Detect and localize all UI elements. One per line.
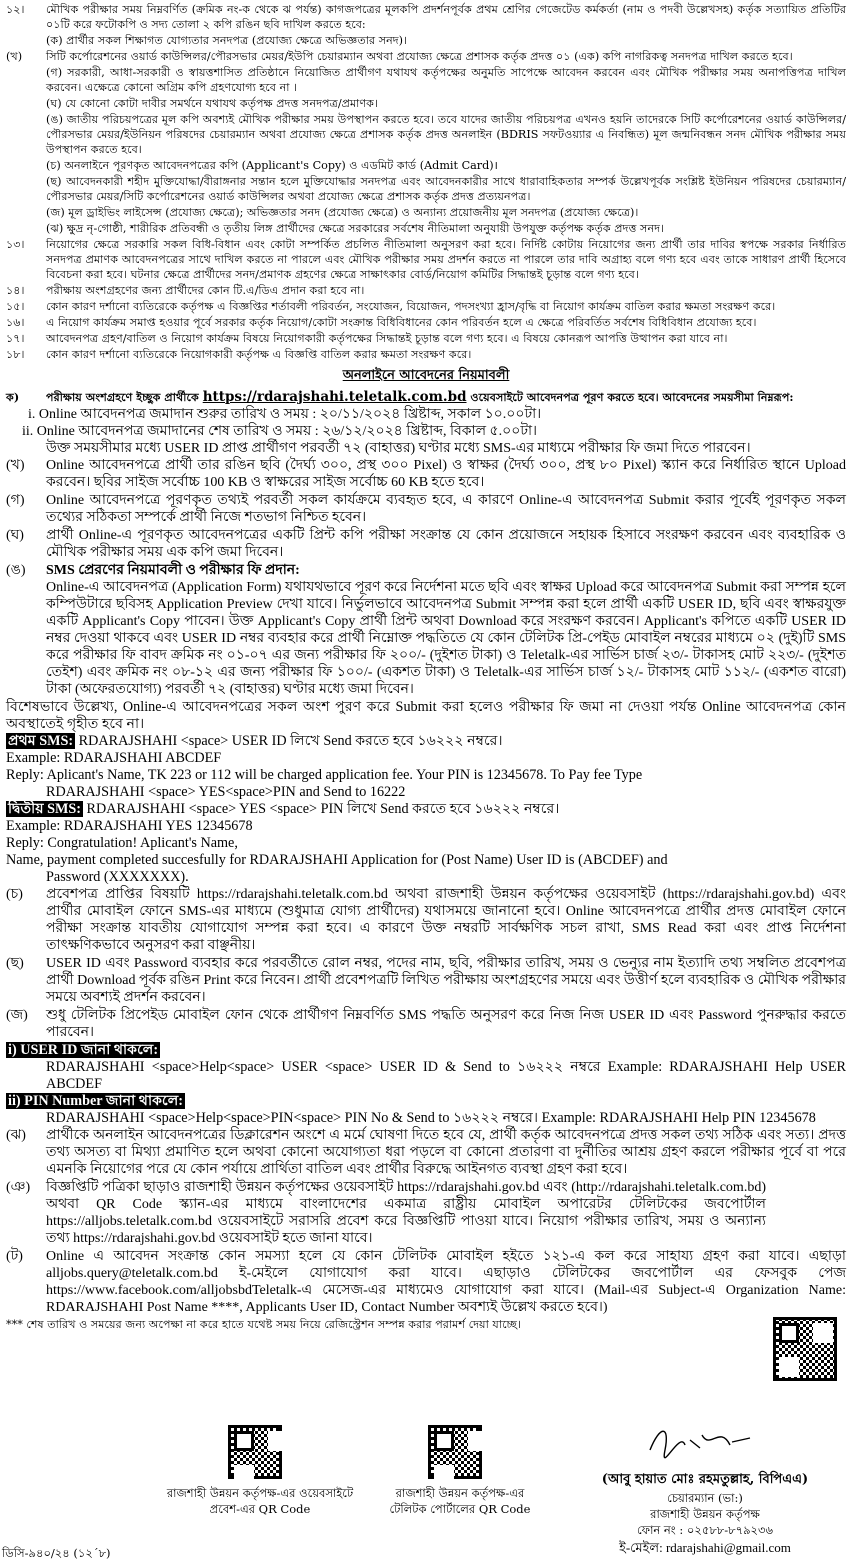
rule-number: ১৪। — [6, 284, 25, 297]
qr1-caption: রাজশাহী উন্নয়ন কর্তৃপক্ষ-এর ওয়েবসাইটে প্রবেশ-এর QR Code — [166, 1486, 354, 1516]
rule-text: কোন কারণ দর্শানো ব্যতিরেকে নিয়োগকারী কর্তৃপক্ষ এ বিজ্ঞপ্তি বাতিল করার ক্ষমতা সংরক্ষণ করে। — [46, 348, 472, 361]
rule-item — [6, 221, 846, 236]
notice-document — [6, 2, 846, 1333]
qr2-caption: রাজশাহী উন্নয়ন কর্তৃপক্ষ-এর টেলিটক পোর্টালের QR Code — [389, 1486, 531, 1516]
sms2-reply-2: Name, payment completed succesfully for RDARAJSHAHI Application for (Post Name) User ID is (ABCDEF) and — [6, 852, 668, 868]
fee-deadline-note: উক্ত সময়সীমার মধ্যে USER ID প্রাপ্ত প্রার্থীগণ পরবর্তী ৭২ (বাহাত্তর) ঘণ্টার মধ্যে SMS-এর মাধ্যমে পরীক্ষার ফি জমা দিতে পারবেন। — [46, 441, 751, 456]
start-date: i. Online আবেদনপত্র জমাদান শুরুর তারিখ ও সময় : ২০/১১/২০২৪ খ্রিষ্টাব্দ, সকাল ১০.০০টা। — [28, 407, 542, 422]
sms1-example: Example: RDARAJSHAHI ABCDEF — [6, 750, 222, 766]
rule-item — [6, 96, 846, 111]
rule-jha: (ঝ) প্রার্থীকে অনলাইন আবেদনপত্রের ডিক্লারেশন অংশে এ মর্মে ঘোষণা দিতে হবে যে, প্রার্থী কর্তৃক আবেদনপত্রে প্রদত্ত সকল তথ্য সঠিক এবং সত্য। প্রদত্ত তথ্য অসত্য বা মিথ্যা প্রমাণিত হলে অথবা কোনো অযোগ্যতা ধরা পড়লে বা কোনো প্রতারণা বা দুর্নীতির আশ্রয় গ্রহণ করলে পরীক্ষার পূর্বে বা পরে এমনকি নিয়োগের পরে যে কোন পর্যায়ে প্রার্থিতা বাতিল এবং প্রার্থীর বিরুদ্ধে আইনগত ব্যবস্থা গ্রহণ করা হবে। — [6, 1128, 846, 1177]
rule-gha: (ঘ) প্রার্থী Online-এ পূরণকৃত আবেদনপত্রের একটি প্রিন্ট কপি পরীক্ষা সংক্রান্ত যে কোন প্রয়োজনে সহায়ক হিসাবে সংরক্ষণ করবেন এবং ব্যবহারিক ও মৌখিক পরীক্ষার সময় এক কপি জমা দিবেন। — [6, 528, 846, 560]
rule-number: ১৮। — [6, 348, 25, 361]
signer-email: ই-মেইল: rdarajshahi@gmail.com — [619, 1540, 791, 1555]
rule-number: ১৩। — [6, 238, 25, 251]
sms-rules-text: Online-এ আবেদনপত্র (Application Form) যথাযথভাবে পূরণ করে নির্দেশনা মতে ছবি এবং স্বাক্ষর Upload করে আবেদনপত্র Submit করা সম্পন্ন হলে কম্পিউটারে ছবিসহ Application Preview দেখা যাবে। নির্ভুলভাবে আবেদনপত্র Submit সম্পন্ন করা হলে প্রার্থী একটি USER ID, ছবি এবং স্বাক্ষরযুক্ত একটি Applicant's Copy পাবেন। উক্ত Applicant's Copy প্রার্থী প্রিন্ট অথবা Download করে সংরক্ষণ করবেন। Applicant's কপিতে একটি USER ID নম্বর দেওয়া থাকবে এবং USER ID নম্বর ব্যবহার করে প্রার্থী নিম্নোক্ত পদ্ধতিতে যে কোন টেলিটক প্রি-পেইড মোবাইল নম্বরের মাধ্যমে ০২ (দুই)টি SMS করে পরীক্ষার ফি বাবদ ক্রমিক নং ০১-০৭ এর জন্য পরীক্ষার ফি ২০০/- (দুইশত টাকা) ও Teletalk-এর সার্ভিস চার্জ ২৩/- টাকাসহ মোট ২২৩/- (দুইশত তেইশ) এবং ক্রমিক নং ০৮-১২ এর জন্য পরীক্ষার ফি ১০০/- (একশত টাকা) ও Teletalk-এর সার্ভিস চার্জ ১২/- টাকাসহ মোট ১১২/- (একশত বারো) টাকা (অফেরতযোগ্য) পরবর্তী ৭২ (বাহাত্তর) ঘণ্টার মধ্যে জমা দিবেন। — [46, 580, 846, 697]
rule-item — [6, 299, 846, 314]
signer-name: (আবু হায়াত মোঃ রহমতুল্লাহ, বিপিএএ) — [601, 1472, 809, 1487]
rule-chha: (ছ) USER ID এবং Password ব্যবহার করে পরবর্তীতে রোল নম্বর, পদের নাম, ছবি, পরীক্ষার তারিখ, সময় ও ভেন্যুর নাম ইত্যাদি তথ্য সম্বলিত প্রবেশপত্র প্রার্থী Download পূর্বক রঙিন Print করে নিবেন। প্রার্থী প্রবেশপত্রটি লিখিত পরীক্ষায় অংশগ্রহণের সময়ে এবং উত্তীর্ণ হলে ব্যবহারিক ও মৌখিক পরীক্ষার সময়ে অবশ্যই প্রদর্শন করবেন। — [6, 956, 846, 1005]
rule-item — [6, 237, 846, 282]
footer-code: ডিসি-৯৪০/২৪ (১২´৮) — [2, 1546, 111, 1560]
rule-umo: (ঙ) SMS প্রেরণের নিয়মাবলী ও পরীক্ষার ফি প্রদান: Online-এ আবেদনপত্র (Application Form) যথাযথভাবে পূরণ করে নির্দেশনা মতে ছবি এবং স্বাক্ষর Upload করে আবেদনপত্র Submit করা সম্পন্ন হলে কম্পিউটারে ছবিসহ Application Preview দেখা যাবে। নির্ভুলভাবে আবেদনপত্র Submit সম্পন্ন করা হলে প্রার্থী একটি USER ID, ছবি এবং স্বাক্ষরযুক্ত একটি Applicant's Copy পাবেন। উক্ত Applicant's Copy প্রার্থী প্রিন্ট অথবা Download করে সংরক্ষণ করবেন। Applicant's কপিতে একটি USER ID নম্বর দেওয়া থাকবে এবং USER ID নম্বর ব্যবহার করে প্রার্থী নিম্নোক্ত পদ্ধতিতে যে কোন টেলিটক প্রি-পেইড মোবাইল নম্বরের মাধ্যমে ০২ (দুই)টি SMS করে পরীক্ষার ফি বাবদ ক্রমিক নং ০১-০৭ এর জন্য পরীক্ষার ফি ২০০/- (দুইশত টাকা) ও Teletalk-এর সার্ভিস চার্জ ২৩/- টাকাসহ মোট ২২৩/- (দুইশত তেইশ) এবং ক্রমিক নং ০৮-১২ এর জন্য পরীক্ষার ফি ১০০/- (একশত টাকা) ও Teletalk-এর সার্ভিস চার্জ ১২/- টাকাসহ মোট ১১২/- (একশত বারো) টাকা (অফেরতযোগ্য) পরবর্তী ৭২ (বাহাত্তর) ঘণ্টার মধ্যে জমা দিবেন। — [6, 563, 846, 697]
rule-text: মৌখিক পরীক্ষার সময় নিম্নবর্ণিত (ক্রমিক নং-ক থেকে ঝ পর্যন্ত) কাগজপত্রের মূলকপি প্রদর্শনপূর্বক প্রথম শ্রেণির গেজেটেড কর্মকর্তা (নাম ও পদবী উল্লেখসহ) কর্তৃক সত্যায়িত প্রতিটির ০১টি করে ফটোকপি ও সদ্য তোলা ২ কপি রঙিন ছবি দাখিল করতে হবে: — [46, 3, 846, 31]
rule-item — [6, 49, 846, 64]
rule-item — [6, 205, 846, 220]
rule-text: পরীক্ষায় অংশগ্রহণের জন্য প্রার্থীদের কোন টি.এ/ডিএ প্রদান করা হবে না। — [46, 284, 365, 297]
rule-nya: (ঞ) বিজ্ঞপ্তিটি পত্রিকা ছাড়াও রাজশাহী উন্নয়ন কর্তৃপক্ষের ওয়েবসাইট https://rdarajshahi.gov.bd এবং (http://rdarajshahi.teletalk.com.bd) অথবা QR Code স্ক্যান-এর মাধ্যমে বাংলাদেশের একমাত্র রাষ্ট্রীয় মোবাইল অপারেটর টেলিটকের জবপোর্টাল https://alljobs.teletalk.com.bd ওয়েবসাইটে সরাসরি প্রবেশ করে বিজ্ঞপ্তিটি পাওয়া যাবে। নিয়োগ পরীক্ষার তারিখ, সময় ও অন্যান্য তথ্য https://rdarajshahi.gov.bd ওয়েবসাইট হতে জানা যাবে। — [6, 1180, 766, 1246]
rule-item — [6, 112, 846, 157]
signer-org: রাজশাহী উন্নয়ন কর্তৃপক্ষ — [650, 1507, 760, 1521]
sms2-example: Example: RDARAJSHAHI YES 12345678 — [6, 818, 253, 834]
signer-title: চেয়ারম্যান (ভা:) — [667, 1491, 743, 1505]
rule-ka: ক) পরীক্ষায় অংশগ্রহণে ইচ্ছুক প্রার্থীকে https://rdarajshahi.teletalk.com.bd ওয়েবসাইটে আবেদনপত্র পূরণ করতে হবে। আবেদনের সময়সীমা নিম্নরূপ: — [6, 389, 794, 405]
online-application-heading: অনলাইনে আবেদনের নিয়মাবলী — [342, 368, 510, 383]
user-id-known: i) USER ID জানা থাকলে: — [8, 1042, 159, 1058]
rule-text: (ঝ) ক্ষুদ্র নৃ-গোষ্ঠী, শারীরিক প্রতিবন্ধী ও তৃতীয় লিঙ্গ প্রার্থীদের ক্ষেত্রে সরকারের সর্বশেষ নীতিমালা অনুযায়ী উপযুক্ত কর্তৃপক্ষ কর্তৃক প্রদত্ত সনদ। — [46, 222, 665, 235]
sms1-line: প্রথম SMS: RDARAJSHAHI <space> USER ID লিখে Send করতে হবে ১৬২২২ নম্বরে। — [8, 733, 503, 749]
qr-code-website — [228, 1425, 282, 1479]
rule-ga: (গ) Online আবেদনপত্রে পূরণকৃত তথ্যই পরবর্তী সকল কার্যক্রমে ব্যবহৃত হবে, এ কারণে Online-এ আবেদনপত্র Submit করার পূর্বেই পূরণকৃত সকল তথ্যের সঠিকতা সম্পর্কে প্রার্থী নিজে শতভাগ নিশ্চিত হবেন। — [6, 493, 846, 525]
rule-number: (খ) — [6, 50, 23, 63]
rule-ja: (জ) শুধু টেলিটক প্রিপেইড মোবাইল ফোন থেকে প্রার্থীগণ নিম্নবর্ণিত SMS পদ্ধতি অনুসরণ করে নিজ নিজ USER ID এবং Password পুনরুদ্ধার করতে পারবেন। — [6, 1008, 846, 1040]
rule-item — [6, 347, 846, 362]
rule-number: ১২। — [6, 3, 25, 16]
sms2-line: দ্বিতীয় SMS: RDARAJSHAHI <space> YES <space> PIN লিখে Send করতে হবে ১৬২২২ নম্বরে। — [8, 801, 560, 817]
signer-phone: ফোন নং : ০২৫৮৮-৮৭৯২৩৬ — [637, 1523, 773, 1537]
rule-number: ১৫। — [6, 300, 25, 313]
special-note: বিশেষভাবে উল্লেখ্য, Online-এ আবেদনপত্রের সকল অংশ পুরণ করে Submit করা হলেও পরীক্ষার ফি জমা না দেওয়া পর্যন্ত Online আবেদনপত্র কোন অবস্থাতেই গৃহীত হবে না। — [6, 699, 846, 732]
rules-section — [6, 2, 846, 362]
rule-ta: (ট) Online এ আবেদন সংক্রান্ত কোন সমস্যা হলে যে কোন টেলিটক মোবাইল হইতে ১২১-এ কল করে সাহায্য গ্রহণ করা যাবে। এছাড়া alljobs.query@teletalk.com.bd ই-মেইলে যোগাযোগ করা যাবে। এছাড়াও টেলিটকের জবপোর্টাল এর ফেসবুক পেজ https://www.facebook.com/alljobsbdTeletalk-এ মেসেজ-এর মাধ্যমেও যোগাযোগ করা যাবে। (Mail-এর Subject-এ Organization Name: RDARAJSHAHI Post Name ****, Applicants User ID, Contact Number অবশ্যই উল্লেখ করতে হবে।) — [6, 1249, 846, 1315]
pin-help: RDARAJSHAHI <space>Help<space>PIN<space> PIN No & Send to ১৬২২২ নম্বরে। Example: RDARAJSHAHI Help PIN 12345678 — [46, 1110, 816, 1126]
rule-text: (ক) প্রার্থীর সকল শিক্ষাগত যোগ্যতার সনদপত্র (প্রযোজ্য ক্ষেত্রে অভিজ্ঞতার সনদ)। — [46, 34, 408, 47]
rule-text: (ঘ) যে কোনো কোটা দাবীর সমর্থনে যথাযথ কর্তৃপক্ষ প্রদত্ত সনদপত্র/প্রমাণক। — [46, 97, 378, 110]
rule-text: সিটি কর্পোরেশনের ওয়ার্ড কাউন্সিলর/পৌরসভার মেয়র/ইউপি চেয়ারম্যান অথবা প্রযোজ্য ক্ষেত্রে প্রশাসক কর্তৃক প্রদত্ত ০১ (এক) কপি নাগরিকত্ব সনদপত্র দাখিল করতে হবে। — [46, 50, 793, 63]
rule-text: এ নিয়োগ কার্যক্রম সমাপ্ত হওয়ার পূর্বে সরকার কর্তৃক নিয়োগ/কোটা সংক্রান্ত বিধিবিধানের কোন পরিবর্তন হলে এ ক্ষেত্রে পরিবর্তিত সর্বশেষ বিধিবিধান প্রযোজ্য হবে। — [46, 316, 757, 329]
rule-text: (ছ) আবেদনকারী শহীদ মুক্তিযোদ্ধা/বীরাঙ্গনার সন্তান হলে মুক্তিযোদ্ধার সনদপত্র এবং আবেদনকারীর সাথে ধারাবাহিকতার সম্পর্ক উল্লেখপূর্বক সংশ্লিষ্ট ইউনিয়ন পরিষদের চেয়ারম্যান/পৌরসভার মেয়র/সিটি কর্পোরেশনের ওয়ার্ড কাউন্সিলর অথবা প্রযোজ্য ক্ষেত্রে প্রশাসক কর্তৃক প্রদত্ত প্রত্যয়নপত্র। — [46, 175, 846, 203]
rule-text: (জ) মূল ড্রাইভিং লাইসেন্স (প্রযোজ্য ক্ষেত্রে); অভিজ্ঞতার সনদ (প্রযোজ্য ক্ষেত্রে) ও অন্যান্য প্রয়োজনীয় মূল সনদপত্র (প্রযোজ্য ক্ষেত্রে)। — [46, 206, 639, 219]
rule-cha: (চ) প্রবেশপত্র প্রাপ্তির বিষয়টি https://rdarajshahi.teletalk.com.bd অথবা রাজশাহী উন্নয়ন কর্তৃপক্ষের ওয়েবসাইট (https://rdarajshahi.gov.bd) এবং প্রার্থীর মোবাইল ফোনে SMS-এর মাধ্যমে (শুধুমাত্র যোগ্য প্রার্থীদের) যথাসময়ে জানানো হবে। Online আবেদনপত্রে প্রার্থীর প্রদত্ত মোবাইল ফোনে পরীক্ষা সংক্রান্ত যাবতীয় যোগাযোগ সম্পন্ন করা হবে। এ কারণে উক্ত নম্বরটি সার্বক্ষণিক সচল রাখা, SMS Read করা এবং প্রাপ্ত নির্দেশনা তাৎক্ষণিকভাবে অনুসরণ করা বাঞ্ছনীয়। — [6, 887, 846, 953]
qr-code-teletalk — [428, 1425, 482, 1479]
rule-item — [6, 65, 846, 95]
rule-text: আবেদনপত্র গ্রহণ/বাতিল ও নিয়োগ কার্যক্রম বিষয়ে নিয়োগকারী কর্তৃপক্ষের সিদ্ধান্তই চূড়ান্ত বলে গণ্য হবে। এ বিষয়ে কোনরূপ আপত্তি উত্থাপন করা যাবে না। — [46, 332, 728, 345]
teletalk-link[interactable]: https://rdarajshahi.teletalk.com.bd — [202, 389, 467, 405]
stars-note: *** শেষ তারিখ ও সময়ের জন্য অপেক্ষা না করে হাতে যথেষ্ট সময় নিয়ে রেজিস্ট্রেশন সম্পন্ন করার পরামর্শ দেয়া যাচ্ছে। — [6, 1318, 522, 1331]
rule-item — [6, 2, 846, 32]
sms1-reply-2: RDARAJSHAHI <space> YES<space>PIN and Send to 16222 — [46, 784, 406, 800]
rule-item — [6, 158, 846, 173]
rule-text: (গ) সরকারী, আধা-সরকারী ও স্বায়ত্তশাসিত প্রতিষ্ঠানে নিয়োজিত প্রার্থীগণ যথাযথ কর্তৃপক্ষের অনুমতি সাপেক্ষে আবেদন করবেন এবং মৌখিক পরীক্ষার সময় অনাপত্তিপত্র দাখিল করবেন। এক্ষেত্রে কোনো অগ্রিম কপি গ্রহণযোগ্য হবে না । — [46, 66, 846, 94]
rule-text: (চ) অনলাইনে পূরণকৃত আবেদনপত্রের কপি (Applicant's Copy) ও এডমিট কার্ড (Admit Card)। — [46, 159, 498, 172]
rule-number: ১৬। — [6, 316, 25, 329]
sms2-reply-3: Password (XXXXXXX). — [46, 869, 189, 885]
rule-item — [6, 33, 846, 48]
qr-code-side — [773, 1317, 837, 1381]
sms1-reply: Reply: Aplicant's Name, TK 223 or 112 will be charged application fee. Your PIN is 12345678. To Pay fee Type — [6, 767, 643, 783]
sms-rules-title: SMS প্রেরণের নিয়মাবলী ও পরীক্ষার ফি প্রদান: — [46, 563, 300, 578]
rule-kha: (খ) Online আবেদনপত্রে প্রার্থী তার রঙিন ছবি (দৈর্ঘ্য ৩০০, প্রস্থ ৩০০ Pixel) ও স্বাক্ষর (দৈর্ঘ্য ৩০০, প্রস্থ ৮০ Pixel) স্ক্যান করে নির্ধারিত স্থানে Upload করবেন। ছবির সাইজ সর্বোচ্চ 100 KB ও স্বাক্ষরের সাইজ সর্বোচ্চ 60 KB হতে হবে। — [6, 458, 846, 490]
rule-item — [6, 331, 846, 346]
rule-item — [6, 315, 846, 330]
rule-item — [6, 283, 846, 298]
rule-text: (ঙ) জাতীয় পরিচয়পত্রের মূল কপি অবশ্যই মৌখিক পরীক্ষার সময় উপস্থাপন করতে হবে। তবে যাদের জাতীয় পরিচয়পত্র এখনও হয়নি তাদেরকে সিটি কর্পোরেশনের ওয়ার্ড কাউন্সিলর/পৌরসভার মেয়র/ইউনিয়ন পরিষদের চেয়ারম্যান অথবা প্রযোজ্য ক্ষেত্রে প্রশাসক কর্তৃক প্রদত্ত অনলাইন (BDRIS সফটওয়্যার এ নিবন্ধিত) মূল জন্মনিবন্ধন সনদ মৌখিক পরীক্ষার সময় উপস্থাপন করতে হবে। — [46, 113, 846, 156]
signature — [640, 1420, 760, 1460]
rule-text: কোন কারণ দর্শানো ব্যতিরেকে কর্তৃপক্ষ এ বিজ্ঞপ্তির শর্তাবলী পরিবর্তন, সংযোজন, বিয়োজন, পদসংখ্যা হ্রাস/বৃদ্ধি বা নিয়োগ কার্যক্রম বাতিল করার ক্ষমতা সংরক্ষণ করে। — [46, 300, 776, 313]
user-id-help: RDARAJSHAHI <space>Help<space> USER <space> USER ID & Send to ১৬২২২ নম্বরে Example: RDARAJSHAHI Help USER ABCDEF — [46, 1059, 846, 1092]
rule-text: নিয়োগের ক্ষেত্রে সরকারি সকল বিধি-বিধান এবং কোটা সম্পর্কিত প্রচলিত নীতিমালা অনুসরণ করা হবে। নির্দিষ্ট কোটায় নিয়োগের জন্য প্রার্থী তার দাবির স্বপক্ষে সরকার নির্ধারিত সনদপত্র প্রমাণক আবেদনপত্রের সাথে দাখিল করতে না পারলে এবং মৌখিক পরীক্ষার সময় প্রদর্শন করতে না পারলে তার দাবি অগ্রাহ্য বলে গণ্য হবে এবং তাকে সাধারণ প্রার্থী হিসেবে বিবেচনা করা হবে। ঘটনার ক্ষেত্রে প্রার্থীদের সনদ/প্রমাণক গ্রহণের ক্ষেত্রে সাক্ষাৎকার বোর্ড/নিয়োগ কমিটির সিদ্ধান্তই চূড়ান্ত বলে গণ্য হবে। — [46, 238, 846, 281]
rule-item — [6, 174, 846, 204]
end-date: ii. Online আবেদনপত্র জমাদানের শেষ তারিখ ও সময় : ২৬/১২/২০২৪ খ্রিষ্টাব্দ, বিকাল ৫.০০টা। — [22, 424, 538, 439]
sms2-reply: Reply: Congratulation! Aplicant's Name, — [6, 835, 238, 851]
pin-known: ii) PIN Number জানা থাকলে: — [8, 1093, 184, 1109]
rule-number: ১৭। — [6, 332, 25, 345]
